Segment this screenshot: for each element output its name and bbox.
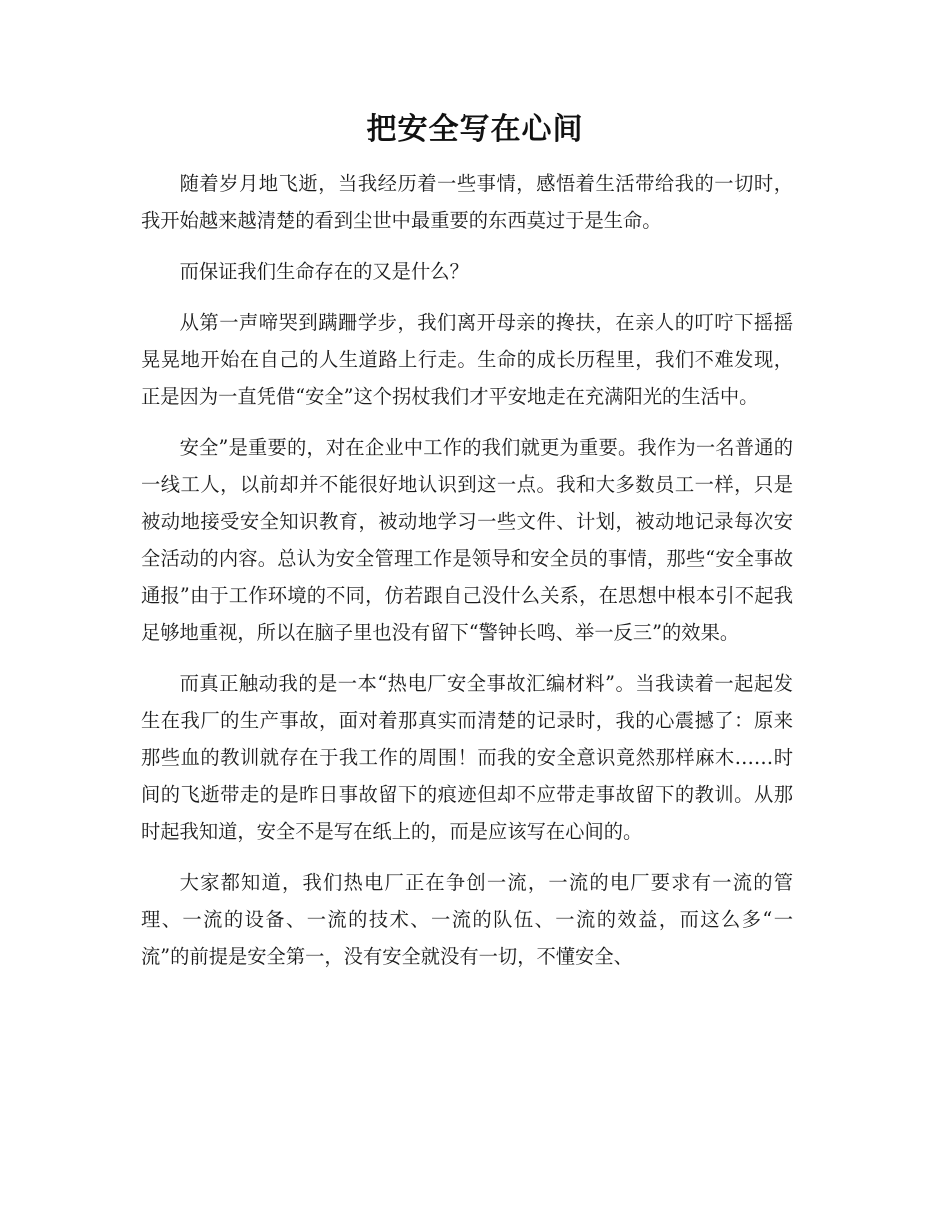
document-title: 把安全写在心间 (366, 112, 584, 147)
document-body (141, 165, 793, 989)
paragraph-6: 大家都知道，我们热电厂正在争创一流，一流的电厂要求有一流的管理、一流的设备、一流的技术、一流的队伍、一流的效益，而这么多“一流”的前提是安全第一，没有安全就没有一切，不懂安全、 (141, 871, 793, 968)
paragraph-1: 随着岁月地飞逝，当我经历着一些事情，感悟着生活带给我的一切时，我开始越来越清楚的看到尘世中最重要的东西莫过于是生命。 (141, 172, 793, 232)
paragraph-5: 而真正触动我的是一本“热电厂安全事故汇编材料”。当我读着一起起发生在我厂的生产事故，面对着那真实而清楚的记录时，我的心震撼了：原来那些血的教训就存在于我工作的周围！而我的安全意识竟然那样麻木……时间的飞逝带走的是昨日事故留下的痕迹但却不应带走事故留下的教训。从那时起我知道，安全不是写在纸上的，而是应该写在心间的。 (141, 672, 793, 843)
paragraph-2: 而保证我们生命存在的又是什么？ (179, 260, 469, 283)
paragraph-3: 从第一声啼哭到蹒跚学步，我们离开母亲的搀扶，在亲人的叮咛下摇摇晃晃地开始在自己的人生道路上行走。生命的成长历程里，我们不难发现，正是因为一直凭借“安全”这个拐杖我们才平安地走在充满阳光的生活中。 (141, 311, 793, 408)
paragraph-4: 安全”是重要的，对在企业中工作的我们就更为重要。我作为一名普通的一线工人，以前却并不能很好地认识到这一点。我和大多数员工一样，只是被动地接受安全知识教育，被动地学习一些文件、计划，被动地记录每次安全活动的内容。总认为安全管理工作是领导和安全员的事情，那些“安全事故通报”由于工作环境的不同，仿若跟自己没什么关系，在思想中根本引不起我足够地重视，所以在脑子里也没有留下“警钟长鸣、举一反三”的效果。 (141, 436, 793, 644)
